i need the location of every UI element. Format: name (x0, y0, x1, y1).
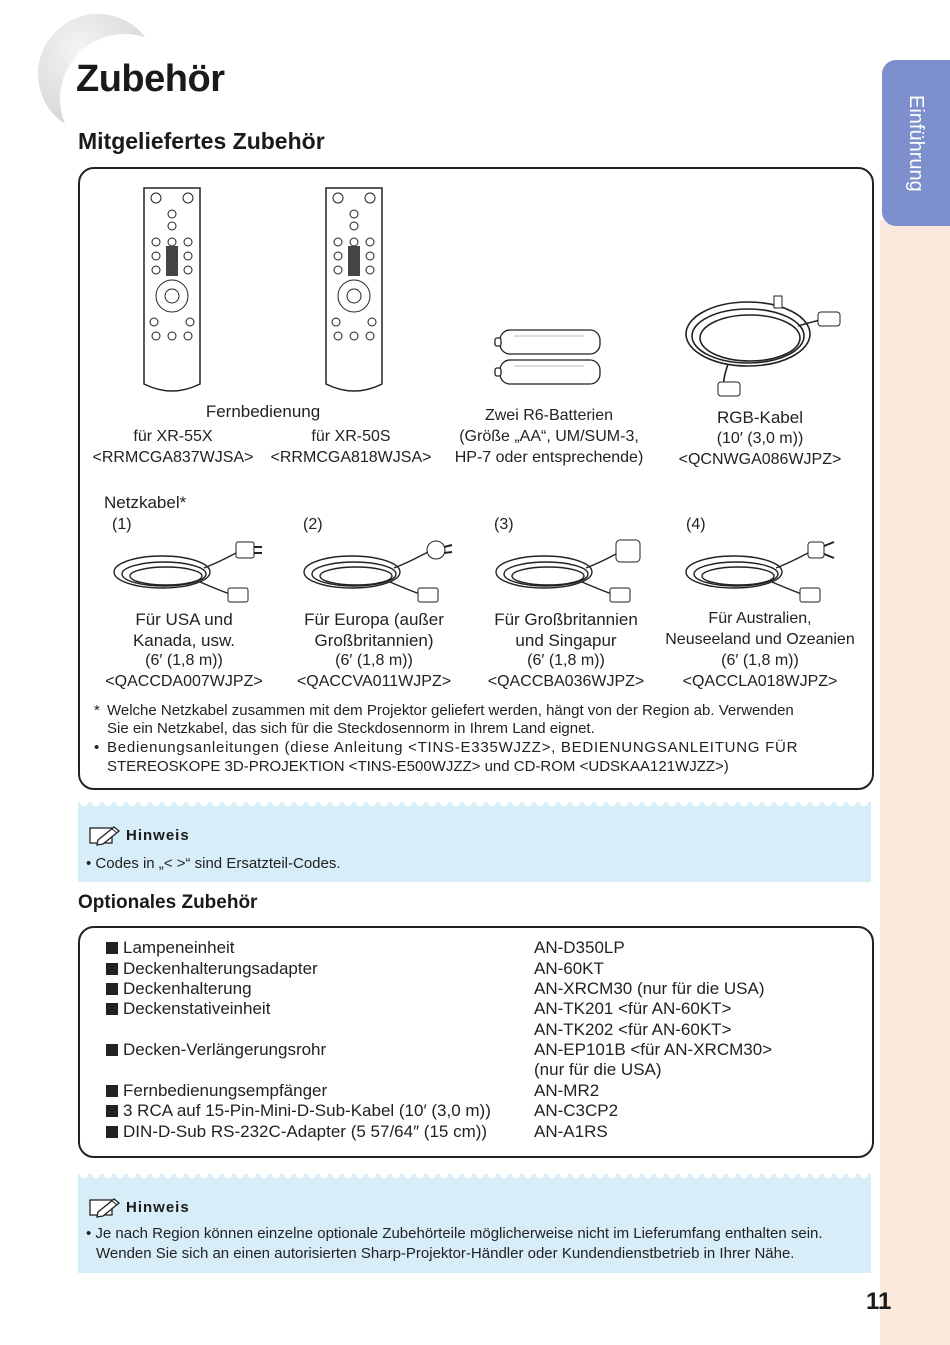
note-label: Hinweis (126, 1198, 190, 1216)
page-number: 11 (866, 1288, 892, 1315)
power-cable-1-length: (6′ (1,8 m)) (145, 652, 223, 669)
note-1-text: • Codes in „< >“ sind Ersatzteil-Codes. (86, 855, 341, 872)
power-cable-4-length: (6′ (1,8 m)) (721, 652, 799, 669)
power-cable-4-part: <QACCLA018WJPZ> (682, 673, 838, 690)
optional-item-name: Fernbedienungsempfänger (123, 1081, 328, 1100)
optional-item-code: AN-EP101B <für AN-XRCM30> (534, 1040, 773, 1059)
optional-item-code: AN-A1RS (534, 1122, 608, 1141)
footnote-power-cable-1: Welche Netzkabel zusammen mit dem Projektor geliefert werden, hängt von der Region ab. Verwenden (107, 702, 794, 719)
optional-item-code: AN-60KT (534, 959, 604, 978)
rgb-cable-length: (10′ (3,0 m)) (716, 430, 804, 447)
note-2-text-2: Wenden Sie sich an einen autorisierten Sharp-Projektor-Händler oder Kundendienstbetrieb in Ihrer Nähe. (96, 1245, 795, 1262)
optional-item-code: AN-TK201 <für AN-60KT> (534, 999, 732, 1018)
optional-item (106, 959, 318, 979)
batteries-equivalent: HP-7 oder entsprechende) (454, 449, 644, 466)
note-2-text-content-1: Je nach Region können einzelne optionale Zubehörteile möglicherweise nicht im Lieferumfang enthalten sein. (95, 1225, 823, 1242)
power-cable-4-num: (4) (686, 516, 706, 533)
rgb-cable-label: RGB-Kabel (717, 408, 803, 427)
square-bullet-icon (106, 1003, 118, 1015)
side-strip (880, 220, 950, 1345)
remote-xr50s-model: für XR-50S (311, 428, 391, 445)
note-label: Hinweis (126, 826, 190, 844)
bullet-dot: • (94, 739, 100, 756)
optional-item-name: DIN-D-Sub RS-232C-Adapter (5 57/64″ (15 cm)) (123, 1122, 488, 1141)
section-title-supplied: Mitgeliefertes Zubehör (78, 128, 325, 154)
optional-item-name: Deckenhalterungsadapter (123, 959, 318, 978)
note-scallop-edge (78, 1174, 871, 1182)
note-header (88, 1196, 190, 1218)
note-header (88, 824, 190, 846)
optional-item-name: Lampeneinheit (123, 938, 235, 957)
square-bullet-icon (106, 963, 118, 975)
power-cable-4-region-2: Neuseeland und Ozeanien (665, 631, 855, 648)
power-cable-australia-image (680, 538, 838, 604)
power-cable-3-region-2: und Singapur (515, 631, 617, 650)
rgb-cable-part: <QCNWGA086WJPZ> (678, 451, 842, 468)
remote-xr55x-model: für XR-55X (133, 428, 213, 445)
optional-item-code: AN-XRCM30 (nur für die USA) (534, 979, 765, 998)
optional-item (106, 1122, 487, 1142)
optional-item-name: 3 RCA auf 15-Pin-Mini-D-Sub-Kabel (10′ (3,0 m)) (123, 1101, 491, 1120)
power-cable-1-part: <QACCDA007WJPZ> (105, 673, 263, 690)
batteries-size: (Größe „AA“, UM/SUM-3, (459, 428, 639, 445)
power-cable-3-num: (3) (494, 516, 514, 533)
power-cable-3-part: <QACCBA036WJPZ> (487, 673, 645, 690)
chapter-tab[interactable] (882, 60, 950, 226)
note-1-text-content: Codes in „< >“ sind Ersatzteil-Codes. (95, 855, 341, 872)
note-panel-2 (78, 1174, 871, 1273)
optional-item-name: Deckenhalterung (123, 979, 252, 998)
note-2-text-1: • Je nach Region können einzelne optionale Zubehörteile möglicherweise nicht im Lieferumfang enthalten sein. (86, 1225, 823, 1242)
optional-item-code: AN-D350LP (534, 938, 625, 957)
footnote-manuals-1: Bedienungsanleitungen (diese Anleitung <TINS-E335WJZZ>, BEDIENUNGSANLEITUNG FÜR (107, 739, 799, 756)
square-bullet-icon (106, 1085, 118, 1097)
optional-item-code-2: (nur für die USA) (534, 1060, 662, 1079)
footnote-asterisk: * (94, 702, 100, 719)
square-bullet-icon (106, 942, 118, 954)
chapter-tab-label: Einführung (905, 94, 927, 192)
power-cable-2-num: (2) (303, 516, 323, 533)
power-cable-1-region: Für USA und (135, 610, 233, 629)
optional-item (106, 1040, 326, 1060)
optional-item-name: Deckenstativeinheit (123, 999, 271, 1018)
power-cable-europe-image (298, 538, 456, 604)
remote-label: Fernbedienung (205, 402, 321, 421)
power-cable-4-region: Für Australien, (708, 610, 812, 627)
power-cable-label: Netzkabel* (104, 493, 187, 512)
power-cable-1-num: (1) (112, 516, 132, 533)
square-bullet-icon (106, 1105, 118, 1117)
square-bullet-icon (106, 1044, 118, 1056)
batteries-label: Zwei R6-Batterien (484, 407, 614, 424)
pencil-note-icon (88, 1196, 122, 1218)
batteries-image (494, 326, 606, 388)
power-cable-2-region: Für Europa (außer (304, 610, 444, 629)
optional-item-code-2: AN-TK202 <für AN-60KT> (534, 1020, 732, 1039)
rgb-cable-image (678, 290, 844, 400)
page-title: Zubehör (76, 58, 225, 100)
remote-control-xr55x-image (140, 184, 204, 398)
optional-item (106, 979, 252, 999)
power-cable-2-part: <QACCVA011WJPZ> (296, 673, 452, 690)
optional-item (106, 938, 235, 958)
optional-item (106, 1081, 327, 1101)
optional-item-code: AN-C3CP2 (534, 1101, 619, 1120)
power-cable-1-region-2: Kanada, usw. (132, 631, 236, 650)
optional-item-code: AN-MR2 (534, 1081, 600, 1100)
footnote-manuals-2: STEREOSKOPE 3D-PROJEKTION <TINS-E500WJZZ> und CD-ROM <UDSKAA121WJZZ>) (107, 758, 729, 775)
power-cable-3-region: Für Großbritannien (494, 610, 638, 629)
square-bullet-icon (106, 1126, 118, 1138)
remote-control-xr50s-image (322, 184, 386, 398)
power-cable-uk-image (490, 538, 648, 604)
remote-xr50s-part: <RRMCGA818WJSA> (270, 449, 432, 466)
power-cable-2-length: (6′ (1,8 m)) (335, 652, 413, 669)
optional-item (106, 999, 270, 1019)
pencil-note-icon (88, 824, 122, 846)
footnote-power-cable-2: Sie ein Netzkabel, das sich für die Steckdosennorm in Ihrem Land eignet. (107, 720, 595, 737)
power-cable-2-region-2: Großbritannien) (314, 631, 434, 650)
section-title-optional: Optionales Zubehör (78, 892, 258, 913)
note-scallop-edge (78, 802, 871, 810)
optional-item (106, 1101, 491, 1121)
remote-xr55x-part: <RRMCGA837WJSA> (92, 449, 254, 466)
power-cable-3-length: (6′ (1,8 m)) (527, 652, 605, 669)
note-panel-1 (78, 802, 871, 882)
square-bullet-icon (106, 983, 118, 995)
power-cable-usa-image (108, 538, 266, 604)
optional-item-name: Decken-Verlängerungsrohr (123, 1040, 327, 1059)
